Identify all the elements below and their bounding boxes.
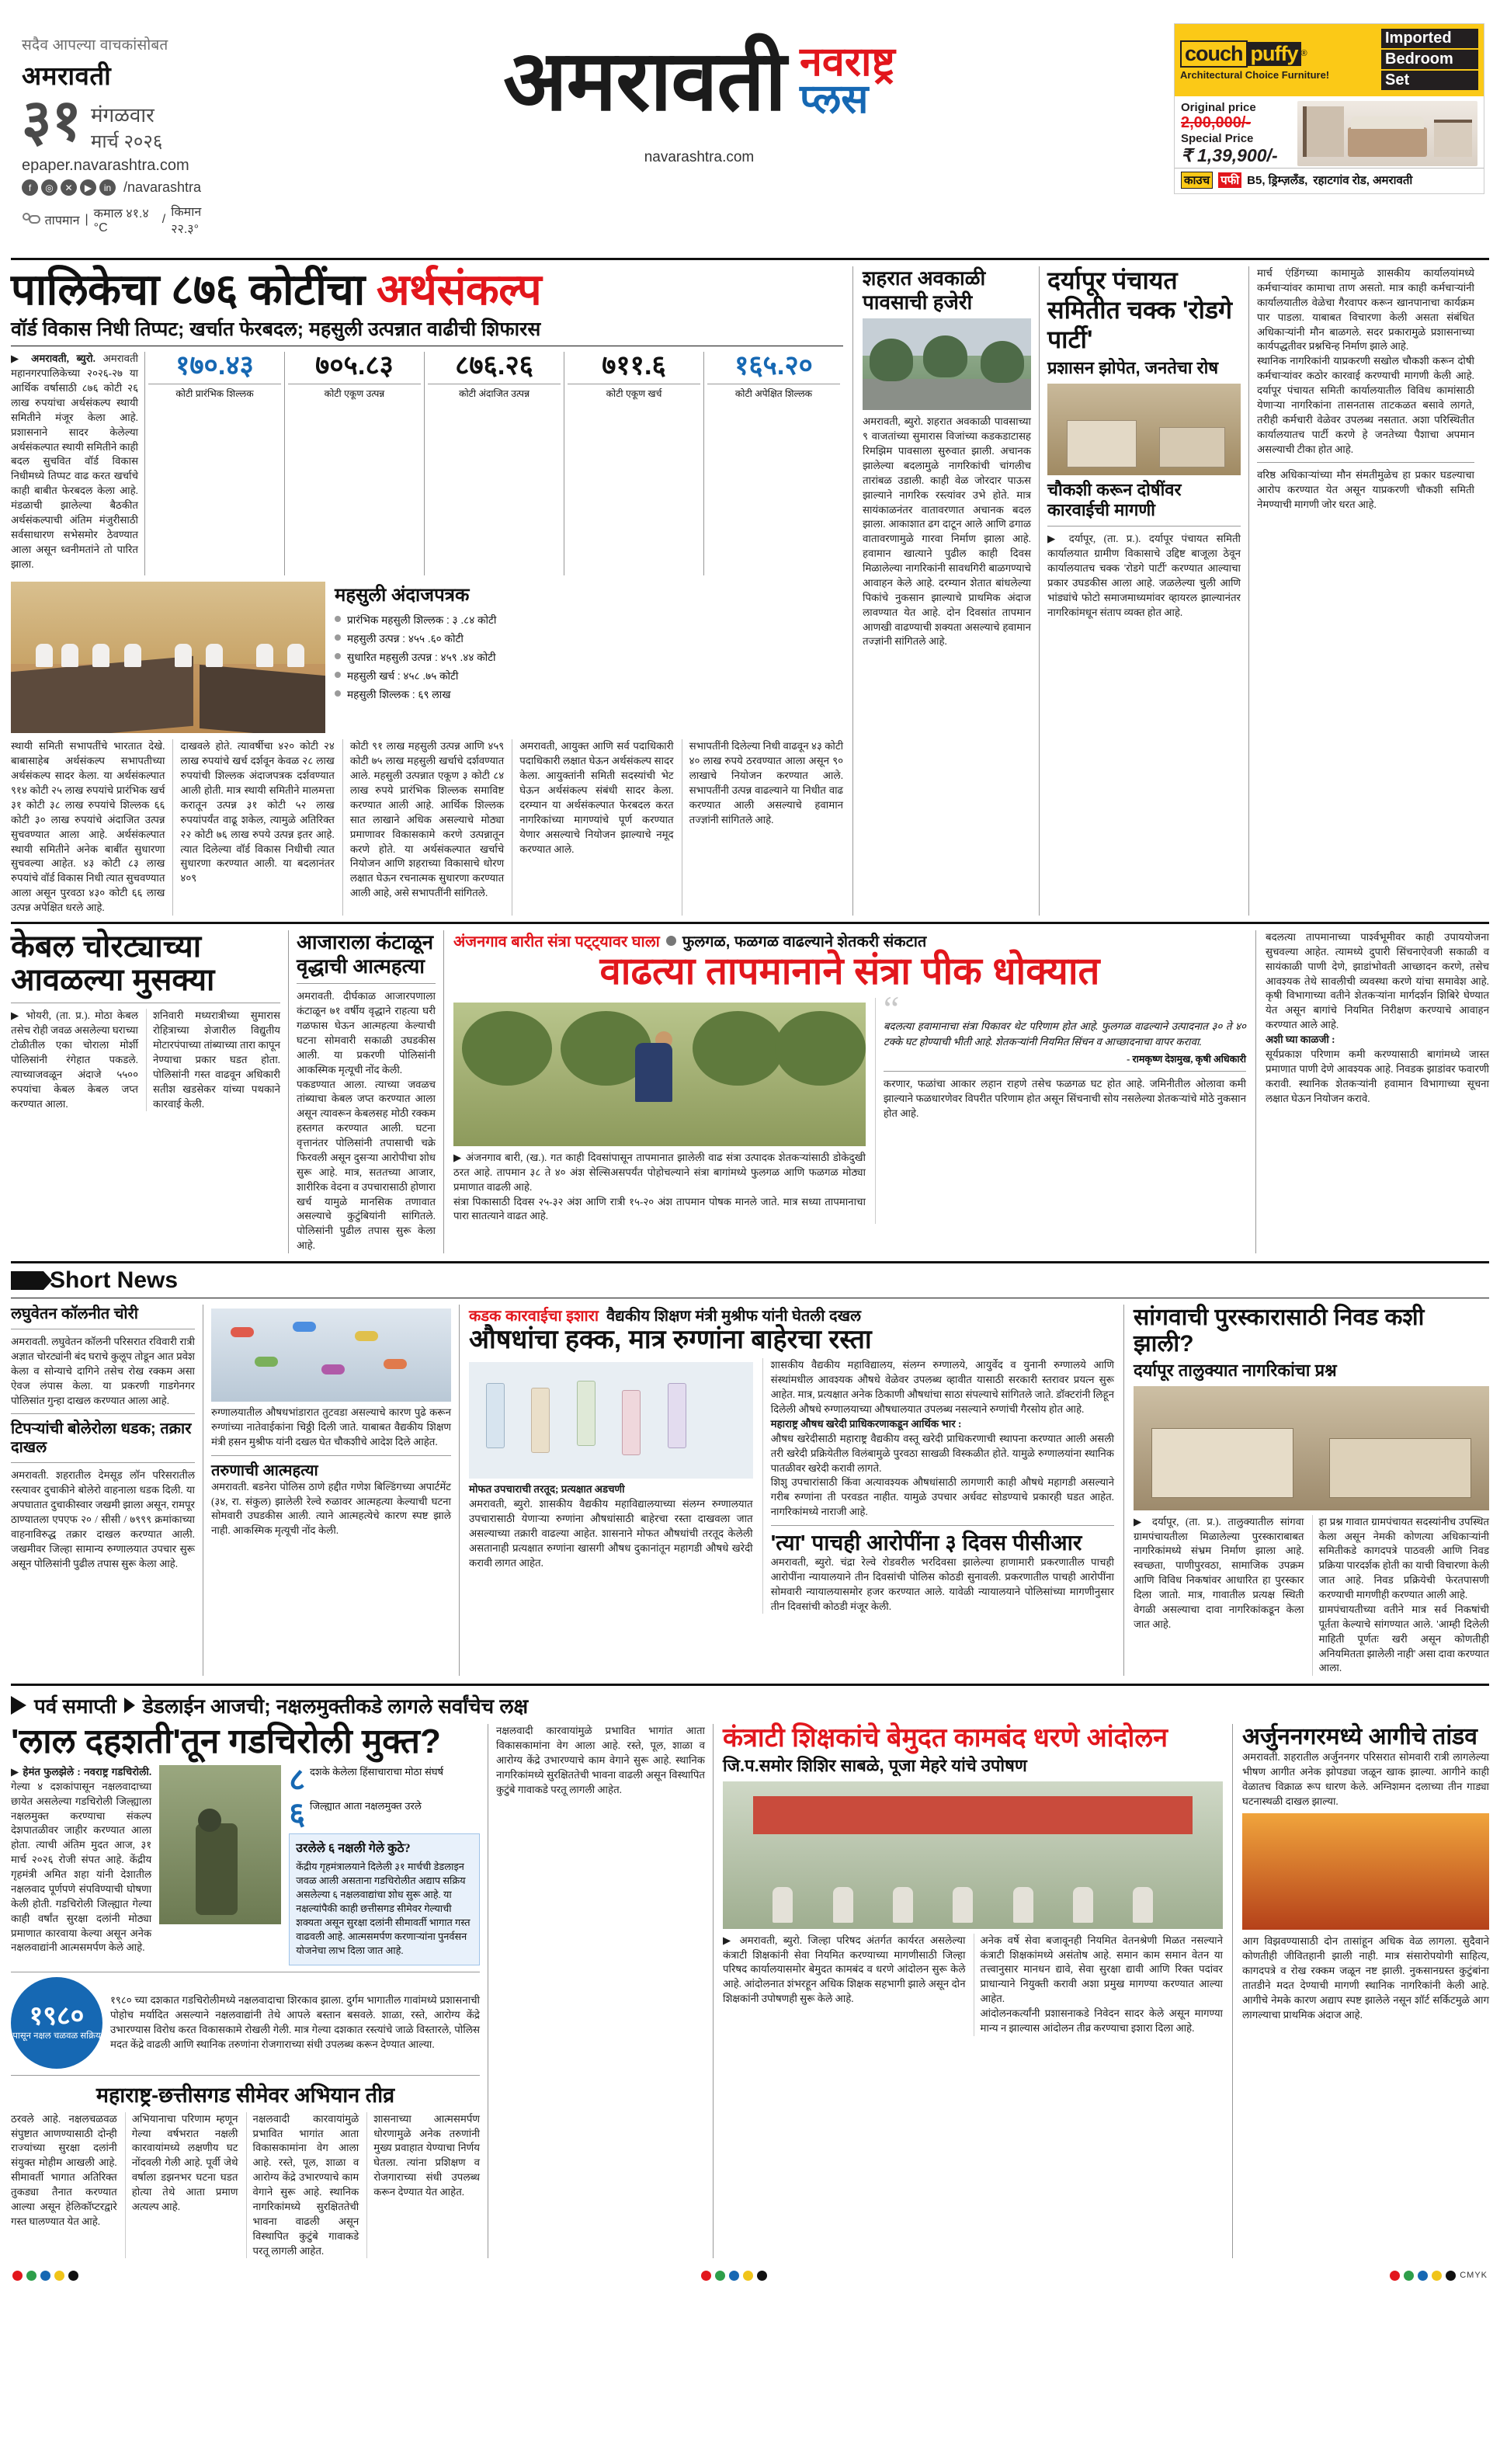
- masthead-logo-area: [224, 12, 1174, 166]
- weather-slash: /: [161, 213, 166, 226]
- suicide-body2: पकडण्यात आला. त्याच्या जवळच तांब्याचा केबल जप्त करण्यात आला असून त्यावरून केबलसह मोठी रक्कम हस्तगत करण्यात आली. घटना वृत्तानंतर पोलिसांनी तपासाची चक्रे फिरवली असून दुसऱ्या आरोपीचा शोध सुरू आहे. मात्र, सततच्या आजार, शारीरिक वेदना व उपचारासाठी होणारा खर्च यामुळे मानसिक तणावात असल्याचे कुटुंबियांनी सांगितले. पोलिसांनी पुढील तपास सुरू केला आहे.: [297, 1078, 436, 1252]
- award-headline: सांगवाची पुरस्कारासाठी निवड कशी झाली?: [1134, 1305, 1425, 1357]
- masthead-rule: [11, 258, 1489, 260]
- lead-section: [11, 266, 1489, 916]
- gadchiroli-headline: 'लाल दहशती'तून गडचिरोली मुक्त?: [11, 1722, 441, 1761]
- rain-photo: [863, 318, 1031, 410]
- lead-story: [11, 266, 853, 916]
- date-weekday: मंगळवार: [90, 103, 155, 127]
- pcr-body: अमरावती, ब्युरो. चंद्रा रेल्वे रोडवरील भरदिवसा झालेल्या हाणामारी प्रकरणातील पाचही आरोपींना न्यायालयाने तीन दिवसांची पोलिस कोठडी सुनावली. प्रकरणातील पाचही आरोपींना सोमवारी न्यायालयासमोर हजर करण्यात आले. यावेळी न्यायालयाने पोलिसांच्या मागणीनुसार तीन दिवसांची कोठडी मंजूर केली.: [770, 1555, 1114, 1612]
- orange-right-body2: सूर्यप्रकाश परिणाम कमी करण्यासाठी बागांमध्ये जास्त प्रमाणात पाणी देणे आवश्यक आहे. निवडक झाडांवर फवारणी करावी. स्थानिक शेतकऱ्यांनी हवामान विभागाच्या सूचना लक्षात घेऊन नियोजन करावे.: [1266, 1048, 1489, 1104]
- award-body3: ग्रामपंचायतीच्या वतीने मात्र सर्व निकषांची पूर्तता केल्याचे सांगण्यात आले. 'आम्ही दिलेली माहिती पूर्णतः खरी असून कोणतीही अनियमितता झालेली नाही' असा दावा करण्यात आला.: [1318, 1603, 1489, 1674]
- sun-cloud-icon: [22, 212, 40, 228]
- teachers-body2: अनेक वर्षे सेवा बजावूनही नियमित वेतनश्रेणी मिळत नसल्याने कंत्राटी शिक्षकांमध्ये असंतोष आहे. समान काम समान वेतन या तत्त्वानुसार मानधन द्यावे, सेवा सुरक्षा द्यावी आणि रिक्त पदांवर प्राधान्याने नियुक्ती करावी अशा प्रमुख मागण्या करण्यात आल्या आहेत.: [980, 1934, 1223, 2005]
- brand-navarashtra: नवराष्ट्र: [799, 39, 895, 85]
- ad-address-rest: रहाटगांव रोड, अमरावती: [1313, 174, 1413, 187]
- stat-number: ६: [289, 1796, 306, 1831]
- weather-label: तापमान: [44, 214, 80, 228]
- rail-story-panchayat-cont: [1249, 266, 1474, 916]
- short-news-label: Short News: [50, 1267, 179, 1294]
- fire-photo: [1242, 1813, 1489, 1930]
- suicide-body: अमरावती. दीर्घकाळ आजारपणाला कंटाळून ७१ वर्षीय वृद्धाने राहत्या घरी गळफास घेऊन आत्महत्या केल्याची घटना सोमवारी सकाळी उघडकीस आली. या प्रकरणी पोलिसांनी आकस्मिक मृत्यूची नोंद केली.: [297, 990, 436, 1076]
- bottom-spacer-column: [488, 1724, 714, 2258]
- orange-kicker-red: अंजनगाव बारीत संत्रा पट्ट्यावर घाला: [453, 933, 660, 950]
- arrow-icon: [11, 1271, 43, 1290]
- social-handle: /navarashtra: [123, 179, 202, 195]
- lead-col-d: अमरावती, आयुक्त आणि सर्व पदाधिकारी पदाधिकारी लक्षात घेऊन अर्थसंकल्प सादर केला. आयुक्तांनी समिती सदस्यांची भेट घेऊन अर्थसंकल्प संबंधी सादर केला. दरम्यान या अर्थसंकल्पात फेरबदल करत नागरिकांच्या मागण्यांचे पूर्ण करण्यात येणार असल्याचे नियोजन झाल्याचे नमूद करण्यात आले.: [512, 739, 673, 916]
- instagram-icon[interactable]: ◎: [41, 179, 57, 196]
- figure-label: कोटी प्रारंभिक शिल्लक: [148, 384, 281, 400]
- ad-label-set: Set: [1381, 71, 1478, 90]
- figure-label: कोटी अपेक्षित शिल्लक: [707, 384, 840, 400]
- ad-label-bedroom: Bedroom: [1381, 50, 1478, 69]
- pcr-headline: 'त्या' पाचही आरोपींना ३ दिवस पीसीआर: [770, 1531, 1082, 1555]
- weather-divider: |: [85, 213, 89, 226]
- cable-theft-story: [11, 930, 289, 1253]
- tagline: सदैव आपल्या वाचकांसोबत: [22, 37, 168, 54]
- figure-label: कोटी एकूण उत्पन्न: [288, 384, 421, 400]
- medicine-story-left: [203, 1305, 460, 1676]
- revenue-box-title: महसुली अंदाजपत्रक: [335, 585, 470, 606]
- revenue-item: महसुली खर्च : ४५८ .७५ कोटी: [335, 668, 843, 683]
- revenue-item: प्रारंभिक महसुली शिल्लक : ३ .८४ कोटी: [335, 612, 843, 627]
- cable-theft-body2: शनिवारी मध्यरात्रीच्या सुमारास रोहित्राच्या शेजारील विद्युतीय मोटारपंपाच्या तांब्याच्या तारा कापून नेण्याचा प्रकार घडत होता. पोलिसांनी गस्त वाढवून अधिकारी सतीश खडसेकर यांच्या पथकाने कारवाई केली.: [146, 1009, 280, 1111]
- lead-intro-text: अमरावती महानगरपालिकेच्या २०२६-२७ या आर्थिक वर्षासाठी ८७६ कोटी २६ लाख रुपयांचा अर्थसंकल्प स्थायी समितीने मंजूर केला आहे. प्रशासनाने सादर केलेल्या अर्थसंकल्पात स्थायी समितीने काही बदल सुचवित वॉर्ड विकास निधीमध्ये तिप्पट वाढ करत खर्चाचे काही बाबीत फेरबदल केला आहे. मंडळाची झालेल्या बैठकीत अर्थसंकल्पाची अंतिम मंजुरीसाठी सर्वसाधारण सभेसमोर ठेवण्यात आला असून ध्वनीमतांने तो पारित झाला.: [11, 353, 138, 570]
- soldier-photo: [159, 1765, 281, 1924]
- chevron-right-icon: [124, 1698, 135, 1713]
- medicine-subhead: मोफत उपचाराची तरतूद; प्रत्यक्षात अडचणी: [469, 1483, 625, 1496]
- play-arrow-icon: [11, 1696, 26, 1715]
- revenue-item: महसुली उत्पन्न : ४५५ .६० कोटी: [335, 631, 843, 645]
- figure-item: [703, 352, 843, 575]
- youth-suicide-head: तरुणाची आत्महत्या: [211, 1461, 318, 1479]
- facebook-icon[interactable]: f: [22, 179, 38, 196]
- orange-crop-story: [444, 930, 1256, 1253]
- orange-kicker-black: फुलगळ, फळगळ वाढल्याने शेतकरी संकटात: [682, 933, 927, 950]
- teachers-subhead: जि.प.समोर शिशिर साबळे, पूजा मेहरे यांचे उपोषण: [723, 1756, 1027, 1776]
- suicide-headline: आजाराला कंटाळून वृद्धाची आत्महत्या: [297, 930, 434, 978]
- ad-address-bold: B5, ड्रिम्ज़लँड,: [1247, 174, 1308, 187]
- weather-min: किमान २२.३°: [171, 206, 202, 236]
- sub-body-2: अभियानाचा परिणाम म्हणून गेल्या वर्षभरात नक्षली कारवायांमध्ये लक्षणीय घट नोंदवली गेली आहे. पूर्वी जेथे वर्षाला डझनभर घटना घडत होत्या तेथे आता प्रमाण अत्यल्प आहे.: [125, 2112, 238, 2259]
- panchayat-subhead2: चौकशी करून दोषींवर कारवाईची मागणी: [1047, 479, 1182, 520]
- shortnews-head-1: लघुवेतन कॉलनीत चोरी: [11, 1305, 138, 1323]
- orange-orchard-photo: [453, 1003, 866, 1146]
- special-price-value: ₹ 1,39,900/-: [1181, 145, 1278, 165]
- panchayat-subhead: प्रशासन झोपेत, जनतेचा रोष: [1047, 358, 1219, 378]
- figure-value: ८७६.२६: [455, 350, 533, 381]
- fire-body: अमरावती. शहरातील अर्जुननगर परिसरात सोमवारी रात्री लागलेल्या भीषण आगीत अनेक झोपड्या जळून खाक झाल्या. आगीने काही वेळातच विक्राळ रूप धारण केले. अग्निशमन दलाच्या तीन गाड्या घटनास्थळी दाखल झाल्या.: [1242, 1750, 1489, 1807]
- teachers-headline: कंत्राटी शिक्षकांचे बेमुदत कामबंद धरणे आंदोलन: [723, 1723, 1168, 1753]
- masthead-left-info: [11, 12, 224, 237]
- top-advertisement[interactable]: [1174, 23, 1484, 194]
- medicine-photo: [211, 1308, 451, 1402]
- year-badge: [11, 1977, 102, 2069]
- lead-intro-column: [11, 352, 144, 575]
- gadchiroli-extra: नक्षलवादी कारवायांमुळे प्रभावित भागांत आता विकासकामांना वेग आला आहे. रस्ते, पूल, शाळा व आरोग्य केंद्रे उभारण्याचे काम वेगाने सुरू आहे. स्थानिक नागरिकांमध्ये सुरक्षिततेची भावना वाढली असून विस्थापित कुटुंबे गावाकडे परतू लागली आहेत.: [496, 1725, 705, 1795]
- award-story: [1124, 1305, 1489, 1676]
- edition-city: अमरावती: [22, 61, 112, 90]
- medicine-body5: शिशु उपचारांसाठी किंवा अत्यावश्यक औषधांसाठी लागणारी काही औषधे महागडी असल्याने गरीब रुग्णांना ती परवडत नाहीत. यामुळे उपचार अर्धवट सोडण्याचे प्रकारही घडत आहेत. नागरिकांमध्ये नाराजी आहे.: [770, 1476, 1115, 1518]
- stat-text: जिल्ह्यात आता नक्षलमुक्त उरले: [310, 1799, 422, 1812]
- panchayat-body: ▶ दर्यापूर, (ता. प्र.). दर्यापूर पंचायत समिती कार्यालयात ग्रामीण विकासाचे उद्दिष्ट बाजूला ठेवून कार्यालयातच चक्क 'रोडगे पार्टी' करण्यात आल्याचा प्रकार उघडकीस आला आहे. जळलेल्या चुली आणि भांड्यांचे फोटो समाजमाध्यमांवर व्हायरल झाल्यानंतर नागरिकांमधून संताप व्यक्त होत आहे.: [1047, 533, 1241, 618]
- figure-item: [424, 352, 564, 575]
- figure-value: १७०.४३: [175, 350, 254, 381]
- naxal-box-body: केंद्रीय गृहमंत्रालयाने दिलेली ३१ मार्चची डेडलाइन जवळ आली असताना गडचिरोलीत अद्याप सक्रिय असलेल्या ६ नक्षलवाद्यांचा शोध सुरू आहे. या नक्षल्यांपैकी काही छत्तीसगड सीमेवर गेल्याची शक्यता असून सुरक्षा दलांनी सीमावर्ती भागात गस्त वाढवली आहे. आत्मसमर्पण करणाऱ्यांना पुनर्वसन योजनेचा लाभ दिला जात आहे.: [296, 1861, 470, 1956]
- figure-value: ७११.६: [602, 350, 666, 381]
- village-photo: [1134, 1386, 1489, 1510]
- orange-caption: ▶ अंजनगाव बारी, (ख.). गत काही दिवसांपासून तापमानात झालेली वाढ संत्रा उत्पादक शेतकऱ्यांसाठी डोकेदुखी ठरत आहे. तापमान ३८ ते ४० अंश सेल्सिअसपर्यंत पोहोचल्याने संत्रा बागांमध्ये फुलगळ आणि फळगळ मोठ्या प्रमाणात वाढली आहे.: [453, 1151, 866, 1193]
- masthead-title: अमरावती: [503, 33, 786, 127]
- award-body: ▶ दर्यापूर, (ता. प्र.). तालुक्यातील सांगवा ग्रामपंचायतीला मिळालेल्या पुरस्काराबाबत नागरिकांमध्ये संभ्रम निर्माण झाला आहे. स्वच्छता, पाणीपुरवठा, सामाजिक उपक्रम आणि विविध निकषांवर आधारित हा पुरस्कार दिला जातो. मात्र, गावातील प्रत्यक्ष स्थिती वेगळी असल्याचा दावा नागरिकांकडून केला जात आहे.: [1134, 1515, 1304, 1630]
- teachers-body3: आंदोलनकर्त्यांनी प्रशासनाकडे निवेदन सादर केले असून मागण्या मान्य न झाल्यास आंदोलन तीव्र करण्याचा इशारा दिला आहे.: [980, 2007, 1223, 2034]
- cable-theft-headline: केबल चोरट्याच्या आवळल्या मुसक्या: [11, 929, 215, 998]
- figure-item: [564, 352, 703, 575]
- special-price-label: Special Price: [1181, 132, 1254, 145]
- panchayat-photo: [1047, 384, 1241, 475]
- original-price-value: 2,00,000/-: [1181, 114, 1252, 131]
- rail-story-rain: [863, 266, 1040, 916]
- rain-body: अमरावती, ब्युरो. शहरात अवकाळी पावसाच्या ९ वाजतांच्या सुमारास विजांच्या कडकडाटासह रिमझिम पावसाला सुरुवात झाली. अचानक झालेल्या बदलामुळे नागरिकांची चांगलीच तारांबळ उडाली. काही वेळ जोरदार पाऊस झाल्याने नागरिक रस्त्यांवर उभे होते. मात्र सायंकाळनंतर वातावरणात अचानक बदल झाला. आकाशात ढग दाटून आले आणि ढगाळ वातावरणामुळे गारवा निर्माण झाला आहे. हवामान खात्याने पुढील काही दिवस मिळालेल्या नागरिकांनी सावधगिरी बाळगण्याचे आवाहन केले आहे. दरम्यान शेतात बांधलेल्या पिकांचे नुकसान झाल्याचे प्राथमिक अंदाज लावण्यात येत आहे. दोन दिवसांत तापमान आणखी वाढण्याची शक्यता असल्याचे हवामान तज्ज्ञांनी सांगितले आहे.: [863, 415, 1031, 648]
- medicine-kicker2: वैद्यकीय शिक्षण मंत्री मुश्रीफ यांनी घेतली दखल: [606, 1308, 861, 1326]
- revenue-item: महसुली शिल्लक : ६९ लाख: [335, 686, 843, 701]
- ad-tagline: Architectural Choice Furniture!: [1180, 68, 1330, 81]
- bottom-section: [11, 1724, 1489, 2258]
- bottom-banner: [11, 1684, 1489, 1719]
- weather-strip: [22, 203, 224, 237]
- rain-headline: शहरात अवकाळी पावसाची हजेरी: [863, 266, 986, 314]
- fire-story: [1233, 1724, 1489, 2258]
- figure-label: कोटी एकूण खर्च: [568, 384, 700, 400]
- teachers-protest-story: [714, 1724, 1233, 2258]
- stat-item: [289, 1796, 480, 1831]
- weather-max: कमाल ४१.४ °C: [93, 207, 149, 235]
- lead-headline-black: पालिकेचा ८७६ कोटींचा: [11, 265, 377, 314]
- lead-body-columns: [11, 739, 843, 916]
- lead-byline: ▶ अमरावती, ब्युरो.: [11, 353, 95, 365]
- medicine-kicker: कडक कारवाईचा इशारा: [469, 1308, 599, 1326]
- medicine-sub2: महाराष्ट्र औषध खरेदी प्राधिकरणाकडून आर्थिक भार :: [770, 1417, 962, 1430]
- figure-value: ७०५.८३: [315, 350, 394, 381]
- figure-item: [144, 352, 284, 575]
- rail-story-panchayat: [1040, 266, 1249, 916]
- figure-value: १६५.२०: [734, 350, 813, 381]
- panchayat-body2: मार्च एंडिंगच्या कामामुळे शासकीय कार्यालयांमध्ये कर्मचाऱ्यांवर कामाचा ताण असतो. मात्र काही कर्मचाऱ्यांनी कार्यालयातील वेळेचा गैरवापर करून खानपानाचा कार्यक्रम पार पाडला. याबाबत विचारणा केली असता संबंधित अधिकाऱ्यांनी मौन बाळगले. सदर प्रकारामुळे प्रशासनाच्या कार्यपद्धतीवर प्रश्नचिन्ह निर्माण झाले आहे.: [1257, 267, 1474, 353]
- naxal-box-head: उरलेले ६ नक्षली गेले कुठे?: [296, 1841, 411, 1855]
- color-dots-right: [1390, 2271, 1488, 2281]
- shortnews-body-2: अमरावती. शहरातील देमसूड लॉन परिसरातील रस्त्यावर दुचाकीने बोलेरो वाहनाला धडक दिली. या अपघातात दुचाकीस्वार जखमी झाला असून, रामपूर ठाण्यातला एपएफ २० / सीसी / ७९९९ क्रमांकाच्या वाहनाविरुद्ध तक्रार दाखल करण्यात आली. जखमीवर जिल्हा सामान्य रुग्णालयात उपचार सुरू असून पोलिसांनी पुढील तपास सुरू केला आहे.: [11, 1469, 195, 1569]
- figure-item: [284, 352, 424, 575]
- suicide-story: [289, 930, 444, 1253]
- shortnews-body-1: अमरावती. लघुवेतन कॉलनी परिसरात रविवारी रात्री अज्ञात चोरट्यांनी बंद घराचे कुलूप तोडून आत प्रवेश केला व सोन्याचे दागिने तसेच रोख रक्कम असा ऐवज लंपास केला. या प्रकरणी गाडगेनगर पोलिसांत गुन्हा दाखल करण्यात आला आहे.: [11, 1336, 195, 1406]
- panchayat-body4: वरिष्ठ अधिकाऱ्यांच्या मौन संमतीमुळेच हा प्रकार घडल्याचा आरोप करण्यात येत असून याप्रकरणी चौकशी समिती नेमण्याची मागणी जोर धरत आहे.: [1257, 469, 1474, 511]
- short-news-column: [11, 1305, 203, 1676]
- orange-crop-headline: वाढत्या तापमानाने संत्रा पीक धोक्यात: [599, 950, 1100, 992]
- badge-text: पासून नक्षल चळवळ सक्रिय: [12, 2031, 101, 2042]
- registered-icon: ®: [1300, 49, 1307, 58]
- fire-headline: अर्जुननगरमध्ये आगीचे तांडव: [1242, 1724, 1477, 1750]
- youth-suicide-body: अमरावती. बडनेरा पोलिस ठाणे हद्दीत गणेश बिल्डिंगच्या अपार्टमेंट (३४, रा. संकुल) झालेली रेल्वे रुळावर आत्महत्या केल्याची घटना सोमवारी उघडकीस आली. त्याने आत्महत्येचे कारण स्पष्ट झाले नाही. आकस्मिक मृत्यूची नोंद केली.: [211, 1480, 451, 1537]
- panchayat-headline: दर्यापूर पंचायत समितीत चक्क 'रोडगे पार्टी': [1047, 266, 1233, 353]
- date-month-year: मार्च २०२६: [90, 131, 163, 152]
- stat-item: [289, 1762, 480, 1797]
- lower-section: [11, 1305, 1489, 1676]
- ad-brand-part1: couch: [1180, 40, 1248, 68]
- stat-text: दशके केलेला हिंसाचाराचा मोठा संघर्ष: [310, 1765, 444, 1778]
- sub-body-1: ठरवले आहे. नक्षलचळवळ संपुष्टात आणण्यासाठी दोन्ही राज्यांच्या सुरक्षा दलांनी संयुक्त मोहीम आखली आहे. सीमावर्ती भागात अतिरिक्त तुकड्या तैनात करण्यात आल्या असून हेलिकॉप्टरद्वारे गस्त घालण्यात येत आहे.: [11, 2112, 117, 2227]
- badge-number: १९८०: [29, 2001, 85, 2031]
- x-twitter-icon[interactable]: ✕: [61, 179, 77, 196]
- original-price-label: Original price: [1181, 101, 1256, 114]
- fire-body2: आग विझवण्यासाठी दोन तासांहून अधिक वेळ लागला. सुदैवाने कोणतीही जीवितहानी झाली नाही. मात्र संसारोपयोगी साहित्य, कागदपत्रे व रोख रक्कम जळून नष्ट झाली. नुकसानग्रस्त कुटुंबांना तातडीने मदत देण्याची मागणी स्थानिक नागरिकांनी केली आहे. आगीचे नेमके कारण अद्याप स्पष्ट झालेले नसून शॉर्ट सर्किटमुळे आग लागल्याचा प्राथमिक अंदाज आहे.: [1242, 1935, 1489, 2021]
- lead-subheadline: वॉर्ड विकास निधी तिप्पट; खर्चात फेरबदल; महसुली उत्पन्नात वाढीची शिफारस: [11, 318, 843, 346]
- ad-logo-mr-2: पफी: [1218, 172, 1241, 188]
- masthead: [11, 0, 1489, 256]
- banner-right-label: डेडलाईन आजची; नक्षलमुक्तीकडे लागले सर्वांचेच लक्ष: [142, 1694, 529, 1719]
- social-links[interactable]: [22, 179, 224, 196]
- lead-headline-red: अर्थसंकल्प: [376, 265, 542, 314]
- budget-figures: [144, 352, 843, 575]
- orange-right-body: बदलत्या तापमानाच्या पार्श्वभूमीवर काही उपाययोजना सुचवल्या आहेत. त्यामध्ये दुपारी सिंचनाऐवजी सकाळी व सायंकाळी पाणी देणे, झाडांभोवती आच्छादन करणे, तसेच आवश्यक तेथे सावलीची व्यवस्था करणे यांचा समावेश आहे. कृषी विभागाच्या वतीने शेतकऱ्यांना मार्गदर्शन शिबिरे घेण्यात येत असून बागांचे नियमित निरीक्षण करण्याचे आवाहन करण्यात आले आहे.: [1266, 930, 1489, 1031]
- youtube-icon[interactable]: ▶: [80, 179, 96, 196]
- stat-number: ८: [289, 1762, 306, 1797]
- medicine-body4: औषध खरेदीसाठी महाराष्ट्र वैद्यकीय वस्तू खरेदी प्राधिकरणाची स्थापना करण्यात आली असली तरी खरेदी प्रक्रियेतील विलंबामुळे पुरवठा साखळी विस्कळीत होते. यामुळे रुग्णालयांना स्थानिक पातळीवर खरेदी करावी लागते.: [770, 1432, 1114, 1474]
- quote-mark-icon: “: [883, 988, 900, 1028]
- lead-col-b: दाखवले होते. त्यावर्षीचा ४२० कोटी २४ लाख रुपयांचे खर्च दर्शवून केवळ २८ लाख रुपयांची शिल्लक अंदाजपत्रक दर्शवण्यात आली होती. मात्र स्थायी समितीने मालमत्ता करातून उत्पन्न ३१ कोटी ५२ लाख रुपयांपर्यंत वाढू शकेल, त्यामुळे अतिरिक्त २२ कोटी ७६ लाख रुपये उत्पन्न इतर आहे. त्यात दिलेल्या वॉर्ड विकास निधीची त्यात सुधारणा करण्यात आली. या बदलानंतर ४०९: [172, 739, 334, 916]
- orange-crop-advice: [1256, 930, 1489, 1253]
- lead-col-c: कोटी ९१ लाख महसुली उत्पन्न आणि ४५९ कोटी ७५ लाख महसुली खर्चाचे दर्शवण्यात आले. महसुली उत्पन्नात एकूण ३ कोटी ८४ लाख रुपये प्रारंभिक शिल्लक समाविष्ट करण्यात आली आहे. आर्थिक शिल्लक सात लाखाने अधिक असल्याचे मोठ्या प्रमाणावर विकासकामे करणे उत्पन्नातून करणे होते. या अर्थसंकल्पात खर्चाचे नियोजन आणि शहराच्या विकासाचे धोरण लक्षात घेऊन रचनात्मक सुधारणा करण्यात आली आहे, असे सभापतींनी सांगितले.: [342, 739, 504, 916]
- quote-attribution: - रामकृष्ण देशमुख, कृषी अधिकारी: [1127, 1054, 1246, 1065]
- sub-body-3: नक्षलवादी कारवायांमुळे प्रभावित भागांत आता विकासकामांना वेग आला आहे. रस्ते, पूल, शाळा व आरोग्य केंद्रे उभारण्याचे काम वेगाने सुरू आहे. स्थानिक नागरिकांमध्ये सुरक्षिततेची भावना वाढली असून विस्थापित कुटुंबे गावाकडे परतू लागली आहेत.: [246, 2112, 359, 2259]
- registration-marks: [11, 2266, 1489, 2288]
- cmyk-label: CMYK: [1460, 2271, 1488, 2281]
- panchayat-body3: स्थानिक नागरिकांनी याप्रकरणी सखोल चौकशी करून दोषी कर्मचाऱ्यांवर कठोर कारवाई करण्याची मागणी केली आहे. दर्यापूर पंचायत समिती कार्यालयातील विविध कामांसाठी येणाऱ्या नागरिकांना तासनतास ताटकळत बसावे लागते, तरीही कर्मचारी वेळेवर उपलब्ध नसतात. अशा परिस्थितीत कार्यालयातच पार्टी करणे हे जनतेच्या पैशाचा अपमान असल्याची टीका होत आहे.: [1257, 355, 1474, 455]
- medicine-body3: शासकीय वैद्यकीय महाविद्यालय, संलग्न रुग्णालये, आयुर्वेद व युनानी रुग्णालये आणि संस्थांमधील आवश्यक औषधे वेळेवर उपलब्ध व्हावीत यासाठी सरकारी स्तरावर प्रयत्न सुरू आहेत. मात्र, प्रत्यक्षात अनेक ठिकाणी औषधांचा साठा संपल्याचे सांगितले जाते. डॉक्टरांनी लिहून दिलेली औषधे रुग्णालयाच्या औषधालयात उपलब्ध नसल्याने रुग्णांची गैरसोय होत आहे.: [770, 1359, 1114, 1416]
- award-body2: हा प्रश्न गावात ग्रामपंचायत सदस्यांनीच उपस्थित केला असून नेमकी कोणत्या अधिकाऱ्यांनी समितीकडे कागदपत्रे पाठवली आणि निवड प्रक्रिया पारदर्शक होती का याची विचारणा केली जात आहे. निवड प्रक्रियेची फेरतपासणी करण्याची मागणीही करण्यात आली आहे.: [1318, 1515, 1489, 1601]
- ad-logo-mr-1: काउच: [1181, 172, 1213, 189]
- gadchiroli-body: गेल्या ४ दशकांपासून नक्षलवादाच्या छायेत असलेल्या गडचिरोली जिल्ह्याला नक्षलमुक्त करण्याचा संकल्प देशपातळीवर जाहीर करण्यात आला होता. त्याची अंतिम मुदत आज, ३१ मार्च २०२६ रोजी संपत आहे. केंद्रीय गृहमंत्री अमित शहा यांनी देशातील नक्षलवाद पूर्णपणे संपविण्याची घोषणा केली होती. गडचिरोली जिल्ह्यात गेल्या काही वर्षांत सुरक्षा दलांनी मोठ्या प्रमाणात कारवाया केल्या असून अनेक नक्षलवाद्यांनी आत्मसमर्पण केले आहे.: [11, 1780, 152, 1954]
- council-meeting-photo: [11, 582, 325, 733]
- medicine-main-story: [460, 1305, 1124, 1676]
- banner-left-label: पर्व समाप्ती: [34, 1694, 116, 1719]
- orange-body-left: करणार, फळांचा आकार लहान राहणे तसेच फळगळ घट होत आहे. जमिनीतील ओलावा कमी झाल्याने फळधारणेवर विपरीत परिणाम होत असून सिंचनाची सोय नसलेल्या शेतकऱ्यांचे मोठे नुकसान होत आहे.: [883, 1078, 1246, 1120]
- lead-col-e: सभापतींनी दिलेल्या निधी वाढवून ४३ कोटी ४० लाख रुपये ठरवण्यात आला असून ९० लाखाचे नियोजन करण्यात आले. सभापतींनी उत्पन्न वाढल्याने या निधीत वाढ करण्यात आली असल्याचे हवामान तज्ज्ञांनी सांगितले आहे.: [682, 739, 843, 916]
- linkedin-icon[interactable]: in: [99, 179, 116, 196]
- orange-caption2: संत्रा पिकासाठी दिवस २५-३२ अंश आणि रात्री १५-२० अंश तापमान पोषक मानले जाते. मात्र सध्या तापमानाचा पारा सातत्याने वाढत आहे.: [453, 1195, 866, 1222]
- figure-label: कोटी अंदाजित उत्पन्न: [428, 384, 561, 400]
- date-day-number: ३१: [22, 88, 82, 152]
- revenue-budget-box: [325, 582, 843, 733]
- color-dots-left: [12, 2271, 78, 2281]
- bedroom-set-image: [1297, 101, 1477, 166]
- website-url[interactable]: navarashtra.com: [644, 149, 755, 165]
- ad-brand-part2: puffy: [1248, 42, 1301, 66]
- naxal-info-box: [289, 1833, 480, 1965]
- teachers-body: ▶ अमरावती, ब्युरो. जिल्हा परिषद अंतर्गत कार्यरत असलेल्या कंत्राटी शिक्षकांनी सेवा नियमित करण्याच्या मागणीसाठी जिल्हा परिषद कार्यालयासमोर बेमुदत कामबंद व धरणे आंदोलन सुरू केले आहे. आंदोलनात शंभरहून अधिक शिक्षक सहभागी झाले असून दोन शिक्षकांनी उपोषणही सुरू केले आहे.: [723, 1934, 966, 2005]
- date-block: [22, 88, 224, 154]
- award-subhead: दर्यापूर तालुक्यात नागरिकांचा प्रश्न: [1134, 1361, 1337, 1381]
- expert-quote: बदलत्या हवामानाचा संत्रा पिकावर थेट परिणाम होत आहे. फुलगळ वाढल्याने उत्पादनात ३० ते ४० टक्के घट होण्याची भीती आहे. शेतकऱ्यांनी नियमित सिंचन व आच्छादनाचा वापर करावा.: [883, 1020, 1246, 1048]
- ad-label-imported: Imported: [1381, 29, 1478, 48]
- gadchiroli-body2: १९८० च्या दशकात गडचिरोलीमध्ये नक्षलवादाचा शिरकाव झाला. दुर्गम भागातील गावांमध्ये प्रशासनाची पोहोच मर्यादित असल्याने नक्षलवाद्यांनी तेथे आपले बस्तान बसवले. शाळा, रस्ते, आरोग्य केंद्रे उभारण्यास विरोध करत विकासकामे रोखली गेली. मात्र गेल्या दशकात रस्त्यांचे जाळे विस्तारले, पोलिस मदत केंद्रे वाढली आणि स्थानिक तरुणांना रोजगाराच्या संधी उपलब्ध करून देण्यात आल्या.: [110, 1993, 480, 2050]
- lead-col-a: स्थायी समिती सभापतींचे भारतात देखे. बाबासाहेब अर्थसंकल्प सभापतीच्या अर्थसंकल्प सादर केला. या अर्थसंकल्पात ९१४ कोटी २५ लाख रुपयांचे प्रारंभिक खर्च ३१ कोटी ३८ लाख रुपयांचे शिल्लक ६६ कोटी ३० लाख रुपयांचे अंदाजित उत्पन्न सुचवण्यात आला आहे. अर्थसंकल्पात स्थायी समितीने अनेक बाबींत सुधारणा सुचवल्या आहेत. ४३ कोटी ८३ लाख रुपयांचे वॉर्ड विकास निधी त्यात सुचवण्यात आला असून पुरवठा ४३० कोटी ६६ लाख उत्पन्न अपेक्षित धरले आहे.: [11, 740, 165, 914]
- shortnews-head-2: टिपऱ्यांची बोलेरोला धडक; तक्रार दाखल: [11, 1420, 192, 1457]
- revenue-item: सुधारित महसुली उत्पन्न : ४५९ .४४ कोटी: [335, 649, 843, 664]
- medicine-headline: औषधांचा हक्क, मात्र रुग्णांना बाहेरचा रस्ता: [469, 1325, 872, 1355]
- protest-photo: [723, 1781, 1223, 1929]
- sub-body-4: शासनाच्या आत्मसमर्पण धोरणामुळे अनेक तरुणांनी मुख्य प्रवाहात येण्याचा निर्णय घेतला. त्यांना प्रशिक्षण व रोजगाराच्या संधी उपलब्ध करून देण्यात येत आहेत.: [366, 2112, 480, 2259]
- epaper-url[interactable]: epaper.navarashtra.com: [22, 157, 189, 174]
- cable-theft-body: ▶ भोयरी, (ता. प्र.). मोठा केबल तसेच रोही जवळ असलेल्या घराच्या टोळीतील एका चोराला मोर्शी पोलिसांनी रंगेहात पकडले. त्याच्याजवळून अंदाजे ५५०० रुपयांचा केबल केबल जप्त करण्यात आला.: [11, 1010, 138, 1110]
- medicine-strips-photo: [469, 1362, 753, 1479]
- brand-plus: प्लस: [799, 77, 869, 122]
- lead-headline: [11, 266, 843, 312]
- medicine-caption: रुग्णालयातील औषधभांडारात तुटवडा असल्याचे कारण पुढे करून रुग्णांच्या नातेवाईकांना चिठ्ठी दिली जाते. याबाबत वैद्यकीय शिक्षण मंत्री हसन मुश्रीफ यांनी दखल घेत चौकशीचे आदेश दिले आहेत.: [211, 1406, 451, 1447]
- color-dots-center: [701, 2271, 767, 2281]
- mid-section: [11, 922, 1489, 1253]
- orange-advice-subhead: अशी घ्या काळजी :: [1266, 1034, 1335, 1046]
- sub-banner-headline: महाराष्ट्र-छत्तीसगड सीमेवर अभियान तीव्र: [11, 2075, 480, 2108]
- right-rail: [853, 266, 1474, 916]
- short-news-bar: [11, 1261, 1489, 1298]
- medicine-body1: अमरावती, ब्युरो. शासकीय वैद्यकीय महाविद्यालयाच्या संलग्न रुग्णालयात उपचारासाठी येणाऱ्या रुग्णांना औषधांसाठी बाहेरचा रस्ता दाखवला जात असल्याच्या तक्रारी वाढल्या आहेत. शासनाने मोफत औषधांची तरतूद केलेली असतानाही प्रत्यक्षात रुग्णांना खासगी औषध दुकानांतून महागडी औषधे खरेदी करावी लागत आहेत.: [469, 1498, 753, 1569]
- gadchiroli-byline: ▶ हेमंत फुलझेले : नवराष्ट्र गडचिरोली.: [11, 1765, 152, 1778]
- gadchiroli-story: [11, 1724, 488, 2258]
